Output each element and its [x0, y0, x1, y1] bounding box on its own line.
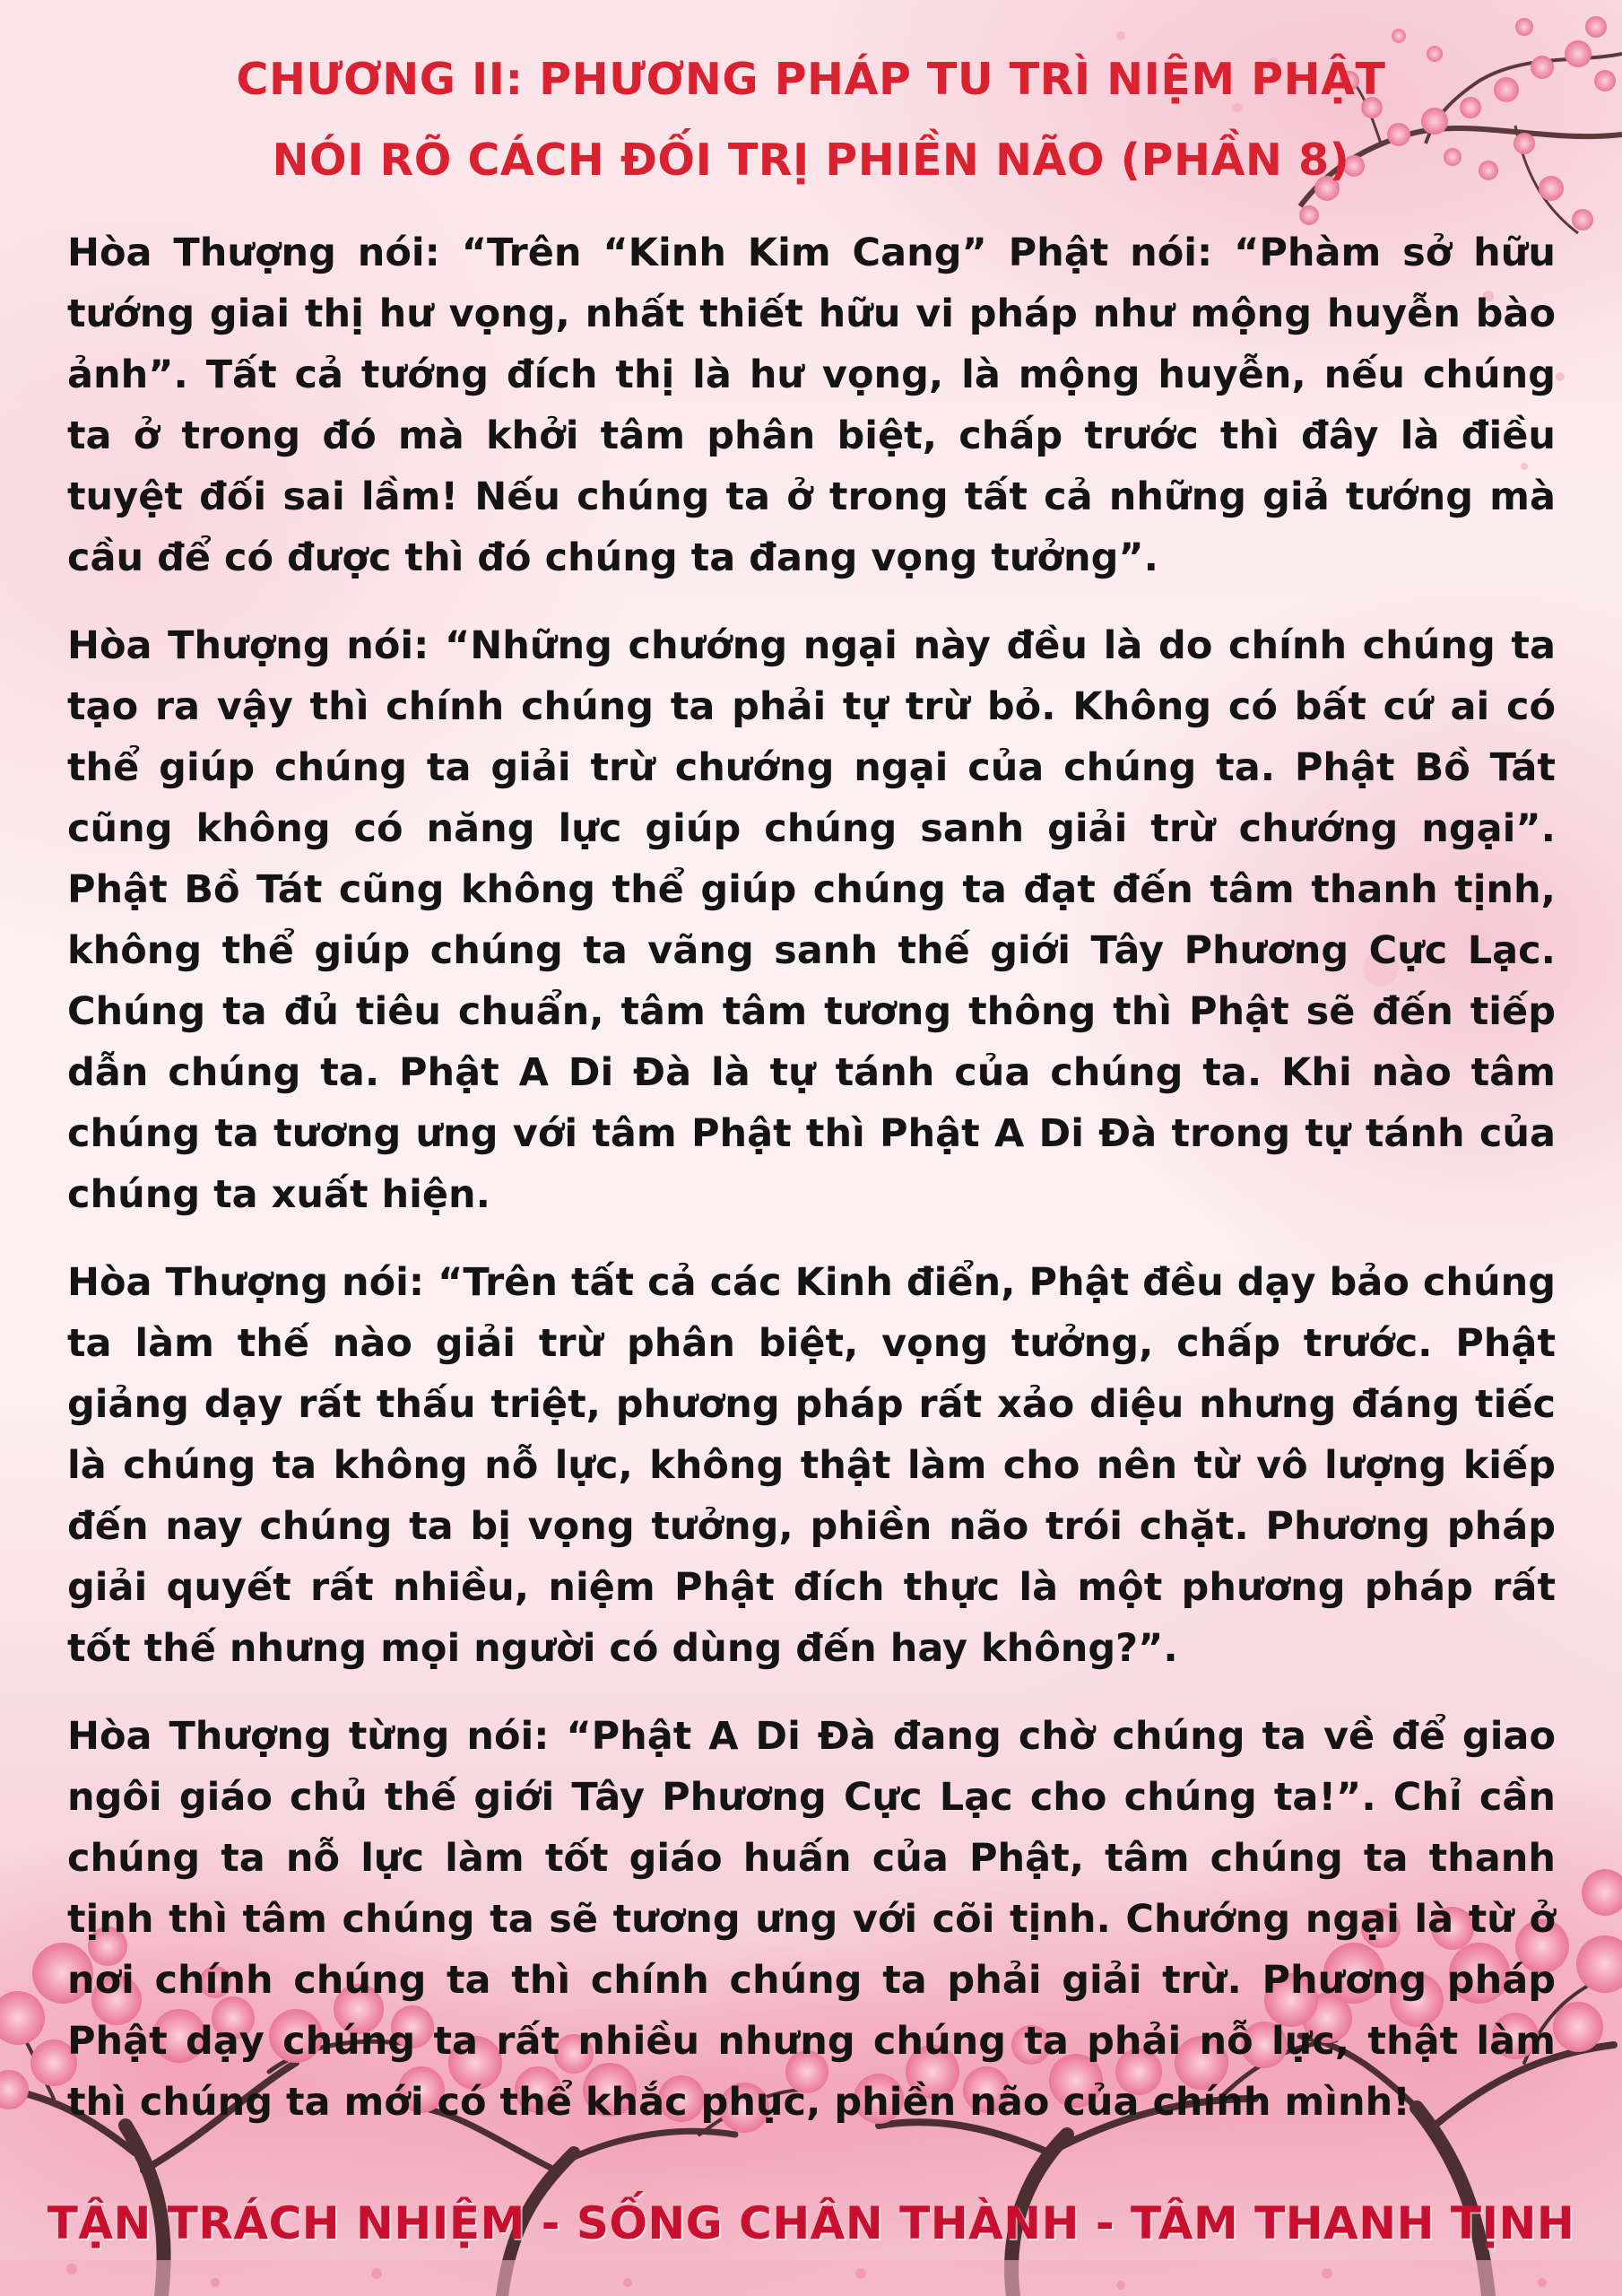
footer-slogan: TẬN TRÁCH NHIỆM - SỐNG CHÂN THÀNH - TÂM THANH TỊNH: [47, 2197, 1575, 2249]
paragraph-4: Hòa Thượng từng nói: “Phật A Di Đà đang chờ chúng ta về để giao ngôi giáo chủ thế giới Tây Phương Cực Lạc cho chúng ta!”. Chỉ cần chúng ta nỗ lực làm tốt giáo huấn của Phật, tâm chúng ta thanh tịnh thì tâm chúng ta sẽ tương ưng với cõi tịnh. Chướng ngại là từ ở nơi chính chúng ta thì chính chúng ta phải giải trừ. Phương pháp Phật dạy chúng ta rất nhiều nhưng chúng ta phải nỗ lực, thật làm thì chúng ta mới có thể khắc phục, phiền não của chính mình!: [67, 1714, 1556, 2125]
paragraph-1: Hòa Thượng nói: “Trên “Kinh Kim Cang” Phật nói: “Phàm sở hữu tướng giai thị hư vọng, nhất thiết hữu vi pháp như mộng huyễn bào ảnh”. Tất cả tướng đích thị là hư vọng, là mộng huyễn, nếu chúng ta ở trong đó mà khởi tâm phân biệt, chấp trước thì đây là điều tuyệt đối sai lầm! Nếu chúng ta ở trong tất cả những giả tướng mà cầu để có được thì đó chúng ta đang vọng tưởng”.: [67, 230, 1556, 580]
article-body: [67, 222, 1556, 2160]
title-line-2: NÓI RÕ CÁCH ĐỐI TRỊ PHIỀN NÃO (PHẦN 8): [272, 135, 1350, 186]
paragraph-3: Hòa Thượng nói: “Trên tất cả các Kinh điển, Phật đều dạy bảo chúng ta làm thế nào giải trừ phân biệt, vọng tưởng, chấp trước. Phật giảng dạy rất thấu triệt, phương pháp rất xảo diệu nhưng đáng tiếc là chúng ta không nỗ lực, không thật làm cho nên từ vô lượng kiếp đến nay chúng ta bị vọng tưởng, phiền não trói chặt. Phương pháp giải quyết rất nhiều, niệm Phật đích thực là một phương pháp rất tốt thế nhưng mọi người có dùng đến hay không?”.: [67, 1260, 1556, 1671]
top-right-branch: [1299, 16, 1622, 233]
paragraph-2: Hòa Thượng nói: “Những chướng ngại này đều là do chính chúng ta tạo ra vậy thì chính chúng ta phải tự trừ bỏ. Không có bất cứ ai có thể giúp chúng ta giải trừ chướng ngại của chúng ta. Phật Bồ Tát cũng không có năng lực giúp chúng sanh giải trừ chướng ngại”. Phật Bồ Tát cũng không thể giúp chúng ta đạt đến tâm thanh tịnh, không thể giúp chúng ta vãng sanh thế giới Tây Phương Cực Lạc. Chúng ta đủ tiêu chuẩn, tâm tâm tương thông thì Phật sẽ đến tiếp dẫn chúng ta. Phật A Di Đà là tự tánh của chúng ta. Khi nào tâm chúng ta tương ưng với tâm Phật thì Phật A Di Đà trong tự tánh của chúng ta xuất hiện.: [67, 623, 1556, 1217]
title-line-1: CHƯƠNG II: PHƯƠNG PHÁP TU TRÌ NIỆM PHẬT: [236, 54, 1386, 105]
